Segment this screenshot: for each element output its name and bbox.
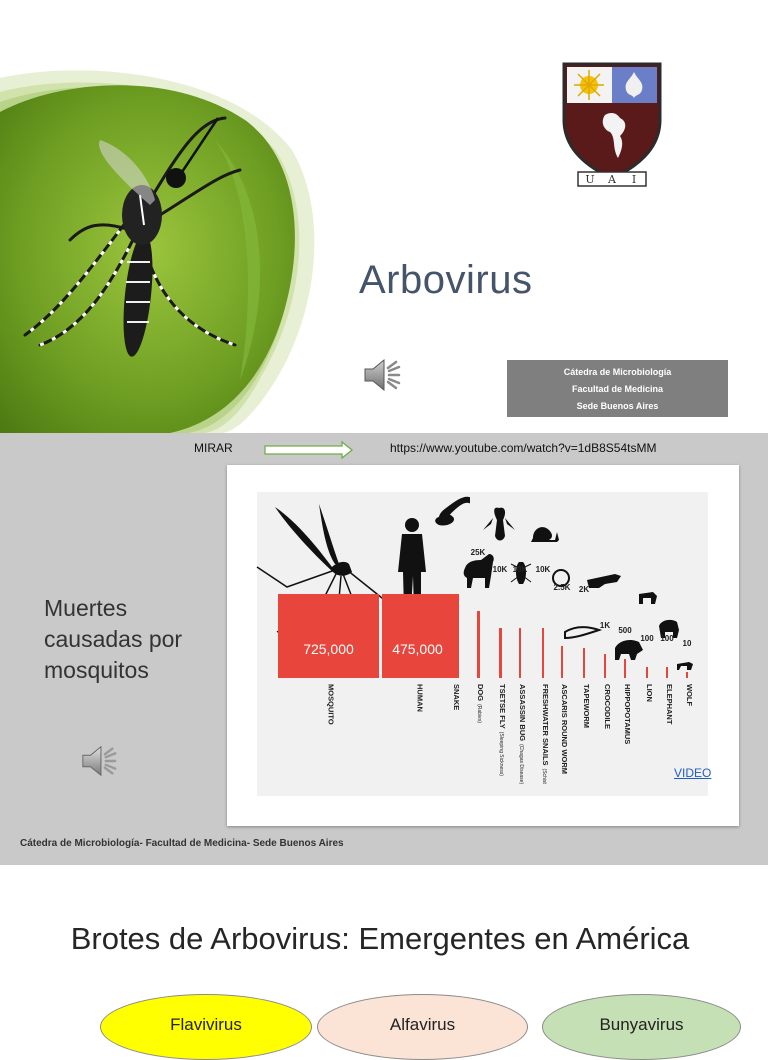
category-note: (Sleeping Sickness) — [498, 731, 504, 776]
category-note: (Chagas Disease) — [518, 744, 524, 785]
bunyavirus-pill[interactable]: Bunyavirus — [542, 994, 741, 1060]
video-link[interactable]: VIDEO — [674, 766, 712, 780]
chart-card — [227, 465, 739, 826]
value-label: 475,000 — [392, 641, 443, 657]
category-label: ASCARIS ROUND WORM — [560, 684, 569, 774]
category-label: HIPPOPOTAMUS — [623, 684, 632, 745]
category-label: FRESHWATER SNAILS(Schist — [541, 684, 550, 784]
department-line: Cátedra de Microbiología — [563, 367, 672, 377]
category-label: CROCODILE — [603, 684, 612, 729]
value-label: 1K — [599, 621, 611, 630]
category-label: DOG(Rabies) — [476, 684, 485, 723]
value-label: 10K — [492, 565, 508, 574]
svg-text:I: I — [631, 173, 637, 186]
audio-speaker-icon[interactable] — [80, 741, 120, 781]
mirar-label: MIRAR — [194, 441, 233, 455]
value-label: 10 — [682, 639, 692, 648]
svg-text:U: U — [585, 173, 595, 186]
youtube-url[interactable]: https://www.youtube.com/watch?v=1dB8S54tsMM — [390, 441, 657, 455]
right-arrow-icon — [264, 441, 354, 459]
category-label: MOSQUITO — [326, 684, 336, 725]
category-label: TSETSE FLY(Sleeping Sickness) — [498, 684, 507, 776]
bar-tsetse-fly — [499, 628, 502, 678]
audio-speaker-icon[interactable] — [362, 354, 404, 396]
category-label: HUMAN — [415, 684, 425, 712]
mosquito-photo — [0, 0, 330, 433]
value-label: 100 — [660, 634, 674, 643]
category-label: TAPEWORM — [582, 684, 591, 729]
category-label: ELEPHANT — [665, 684, 674, 725]
category-note: (Schist — [541, 768, 547, 784]
value-label: 725,000 — [303, 641, 354, 657]
category-label: SNAKE — [452, 684, 461, 711]
slide-title: Arbovirus — [359, 258, 533, 302]
title-slide — [0, 0, 768, 433]
bar-crocodile — [604, 654, 606, 678]
bar-tapeworm — [583, 648, 585, 678]
deaths-bar-chart — [257, 492, 708, 796]
mosquito-deaths-slide — [0, 433, 768, 865]
bar-snake — [453, 594, 459, 678]
value-label: 2.5K — [553, 583, 571, 592]
bar-ascaris-round-worm — [561, 646, 563, 678]
bar-freshwater-snails — [542, 628, 544, 678]
value-label: 100 — [640, 634, 654, 643]
svg-text:A: A — [608, 173, 616, 186]
bar-mosquito — [278, 594, 379, 678]
value-label: 2K — [578, 585, 590, 594]
footer-text: Cátedra de Microbiología- Facultad de Medicina- Sede Buenos Aires — [20, 838, 344, 849]
department-line: Facultad de Medicina — [571, 384, 664, 394]
bar-lion — [646, 667, 648, 678]
alfavirus-pill[interactable]: Alfavirus — [317, 994, 528, 1060]
bar-assassin-bug — [519, 628, 521, 678]
bar-human — [382, 594, 453, 678]
value-label: 10K — [512, 565, 528, 574]
value-label: 25K — [470, 548, 486, 557]
slide-title: Muertes causadas por mosquitos — [44, 595, 183, 683]
slide-title: Brotes de Arbovirus: Emergentes en América — [70, 921, 690, 956]
category-label: ASSASSIN BUG(Chagas Disease) — [518, 684, 527, 785]
bar-hippopotamus — [624, 659, 626, 678]
category-label: LION — [645, 684, 654, 702]
bar-wolf — [686, 672, 688, 678]
university-crest — [560, 60, 664, 190]
department-line: Sede Buenos Aires — [576, 401, 659, 411]
department-box — [507, 360, 728, 417]
value-label: 500 — [618, 626, 632, 635]
value-label: 10K — [535, 565, 551, 574]
category-label: WOLF — [685, 684, 694, 707]
category-note: (Rabies) — [476, 704, 482, 723]
bar-elephant — [666, 667, 668, 678]
bar-dog — [477, 611, 480, 678]
arbovirus-outbreaks-slide — [0, 865, 768, 1034]
flavivirus-pill[interactable]: Flavivirus — [100, 994, 312, 1060]
